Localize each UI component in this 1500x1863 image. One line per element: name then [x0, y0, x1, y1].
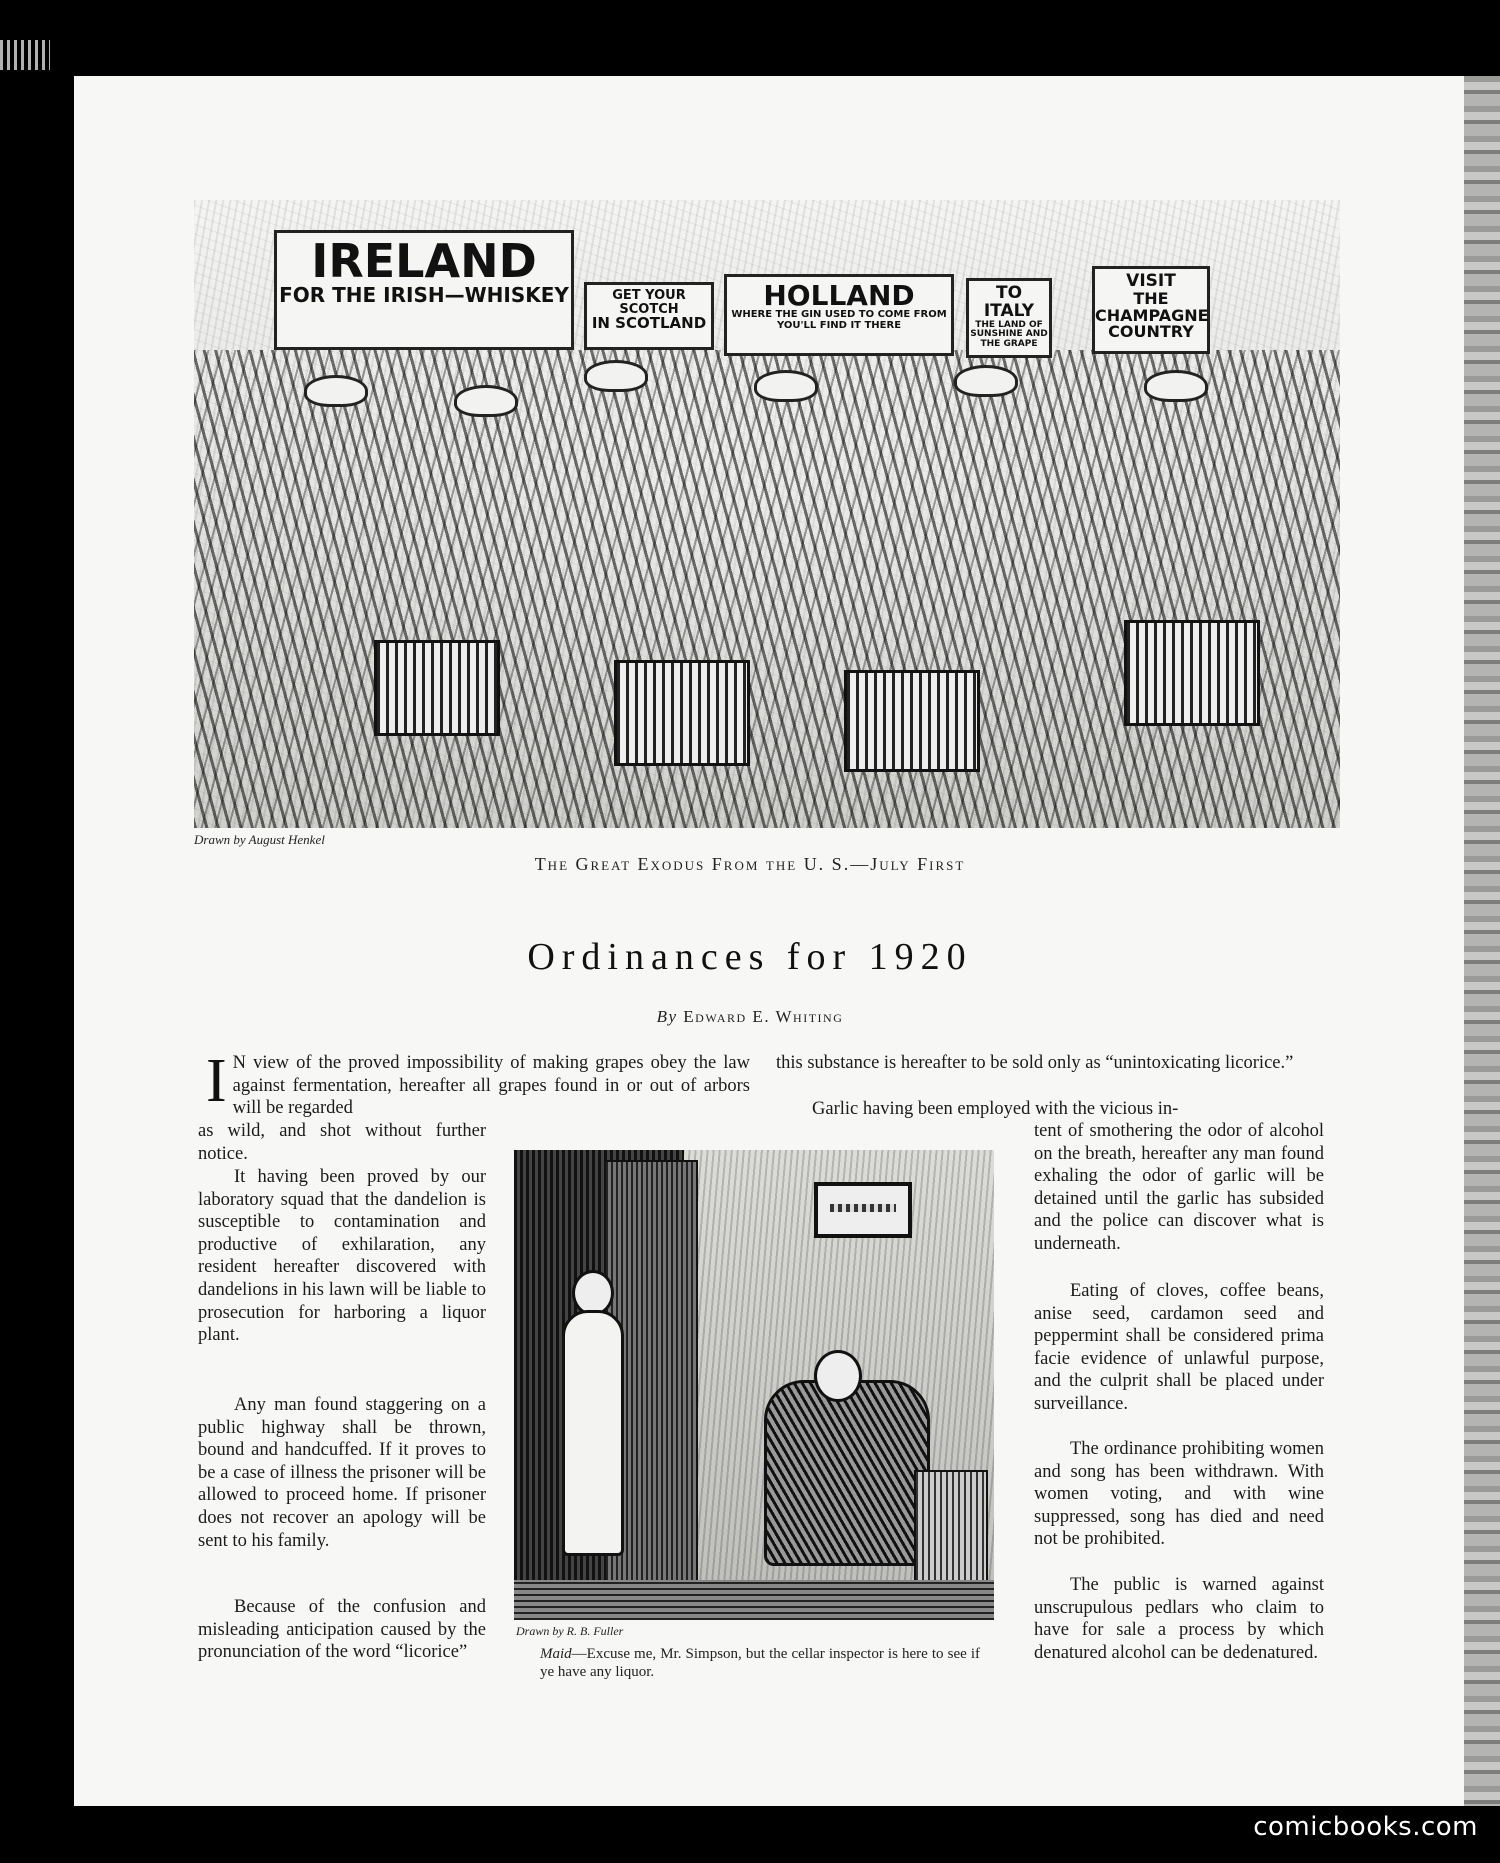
paragraph-4-continued: this substance is hereafter to be sold only as “unintoxicating licorice.” [776, 1053, 1294, 1073]
sign-italy: TO ITALY THE LAND OF SUNSHINE AND THE GRAPE [966, 278, 1052, 358]
suitcase [844, 670, 980, 772]
suitcase [374, 640, 500, 736]
paragraph-6: Eating of cloves, coffee beans, anise seed, cardamon seed and peppermint shall be considered prima facie evidence of unlawful purpose, and the culprit shall be placed under surveillance. [1034, 1281, 1324, 1414]
illustration-cellar-inspector [514, 1150, 994, 1620]
floor [514, 1580, 994, 1620]
mr-simpson-head [814, 1350, 862, 1402]
figure-hat [454, 385, 518, 417]
paragraph-1-lead: I N view of the proved impossibility of making grapes obey the law against fermentation, hereafter all grapes found in or out of arbors will be regarded [206, 1047, 750, 1119]
sign-ireland: IRELAND FOR THE IRISH—WHISKEY [274, 230, 574, 350]
illustration-great-exodus [194, 200, 1340, 828]
figure-hat [304, 375, 368, 407]
sign-champagne: VISIT THE CHAMPAGNE COUNTRY [1092, 266, 1210, 354]
figure-hat [754, 370, 818, 402]
suitcase [614, 660, 750, 766]
side-table [914, 1470, 988, 1584]
caption-mid: Maid—Excuse me, Mr. Simpson, but the cellar inspector is here to see if ye have any liquor. [540, 1646, 980, 1680]
caption-top: The Great Exodus From the U. S.—July First [534, 854, 966, 874]
paragraph-2: It having been proved by our laboratory squad that the dandelion is susceptible to contamination and productive of exhilaration, any resident hereafter discovered with dandelions in his lawn will be liable to prosecution for harboring a liquor plant. [198, 1167, 486, 1346]
watermark: comicbooks.com [1253, 1812, 1478, 1842]
picture-frame [814, 1182, 912, 1238]
drop-cap: I [206, 1047, 227, 1115]
scan-left-margin [0, 0, 60, 1863]
suitcase [1124, 620, 1260, 726]
paragraph-7: The ordinance prohibiting women and song has been withdrawn. With women voting, and with wine suppressed, song has died and need not be prohibited. [1034, 1439, 1324, 1550]
figure-hat [954, 365, 1018, 397]
paragraph-5-rest: tent of smothering the odor of alcohol on the breath, hereafter any man found exhaling the odor of garlic will be detained until the garlic has subsided and the police can discover what is underneath. [1034, 1121, 1324, 1254]
credit-mid: Drawn by R. B. Fuller [516, 1624, 624, 1638]
figure-hat [1144, 370, 1208, 402]
armchair [764, 1380, 930, 1566]
maid-figure [562, 1310, 624, 1556]
credit-top: Drawn by August Henkel [194, 832, 325, 847]
paragraph-4: Because of the confusion and misleading anticipation caused by the pronunciation of the word “licorice” [198, 1597, 486, 1663]
paragraph-3: Any man found staggering on a public highway shall be thrown, bound and handcuffed. If it proves to be a case of illness the prisoner will be allowed to proceed home. If prisoner does not recover an apology will be sent to his family. [198, 1395, 486, 1551]
byline: By Edward E. Whiting [656, 1007, 844, 1026]
crowd-drawing [194, 350, 1340, 828]
sign-scotland: GET YOUR SCOTCH IN SCOTLAND [584, 282, 714, 350]
paragraph-1-rest: as wild, and shot without further notice. [198, 1121, 486, 1164]
paragraph-8: The public is warned against unscrupulous pedlars who claim to have for sale a process by which denatured alcohol can be dedenatured. [1034, 1575, 1324, 1663]
sign-holland: HOLLAND WHERE THE GIN USED TO COME FROM YOU'LL FIND IT THERE [724, 274, 954, 356]
paragraph-5-lead: Garlic having been employed with the vicious in- [812, 1099, 1179, 1119]
figure-hat [584, 360, 648, 392]
article-title: Ordinances for 1920 [527, 936, 973, 978]
